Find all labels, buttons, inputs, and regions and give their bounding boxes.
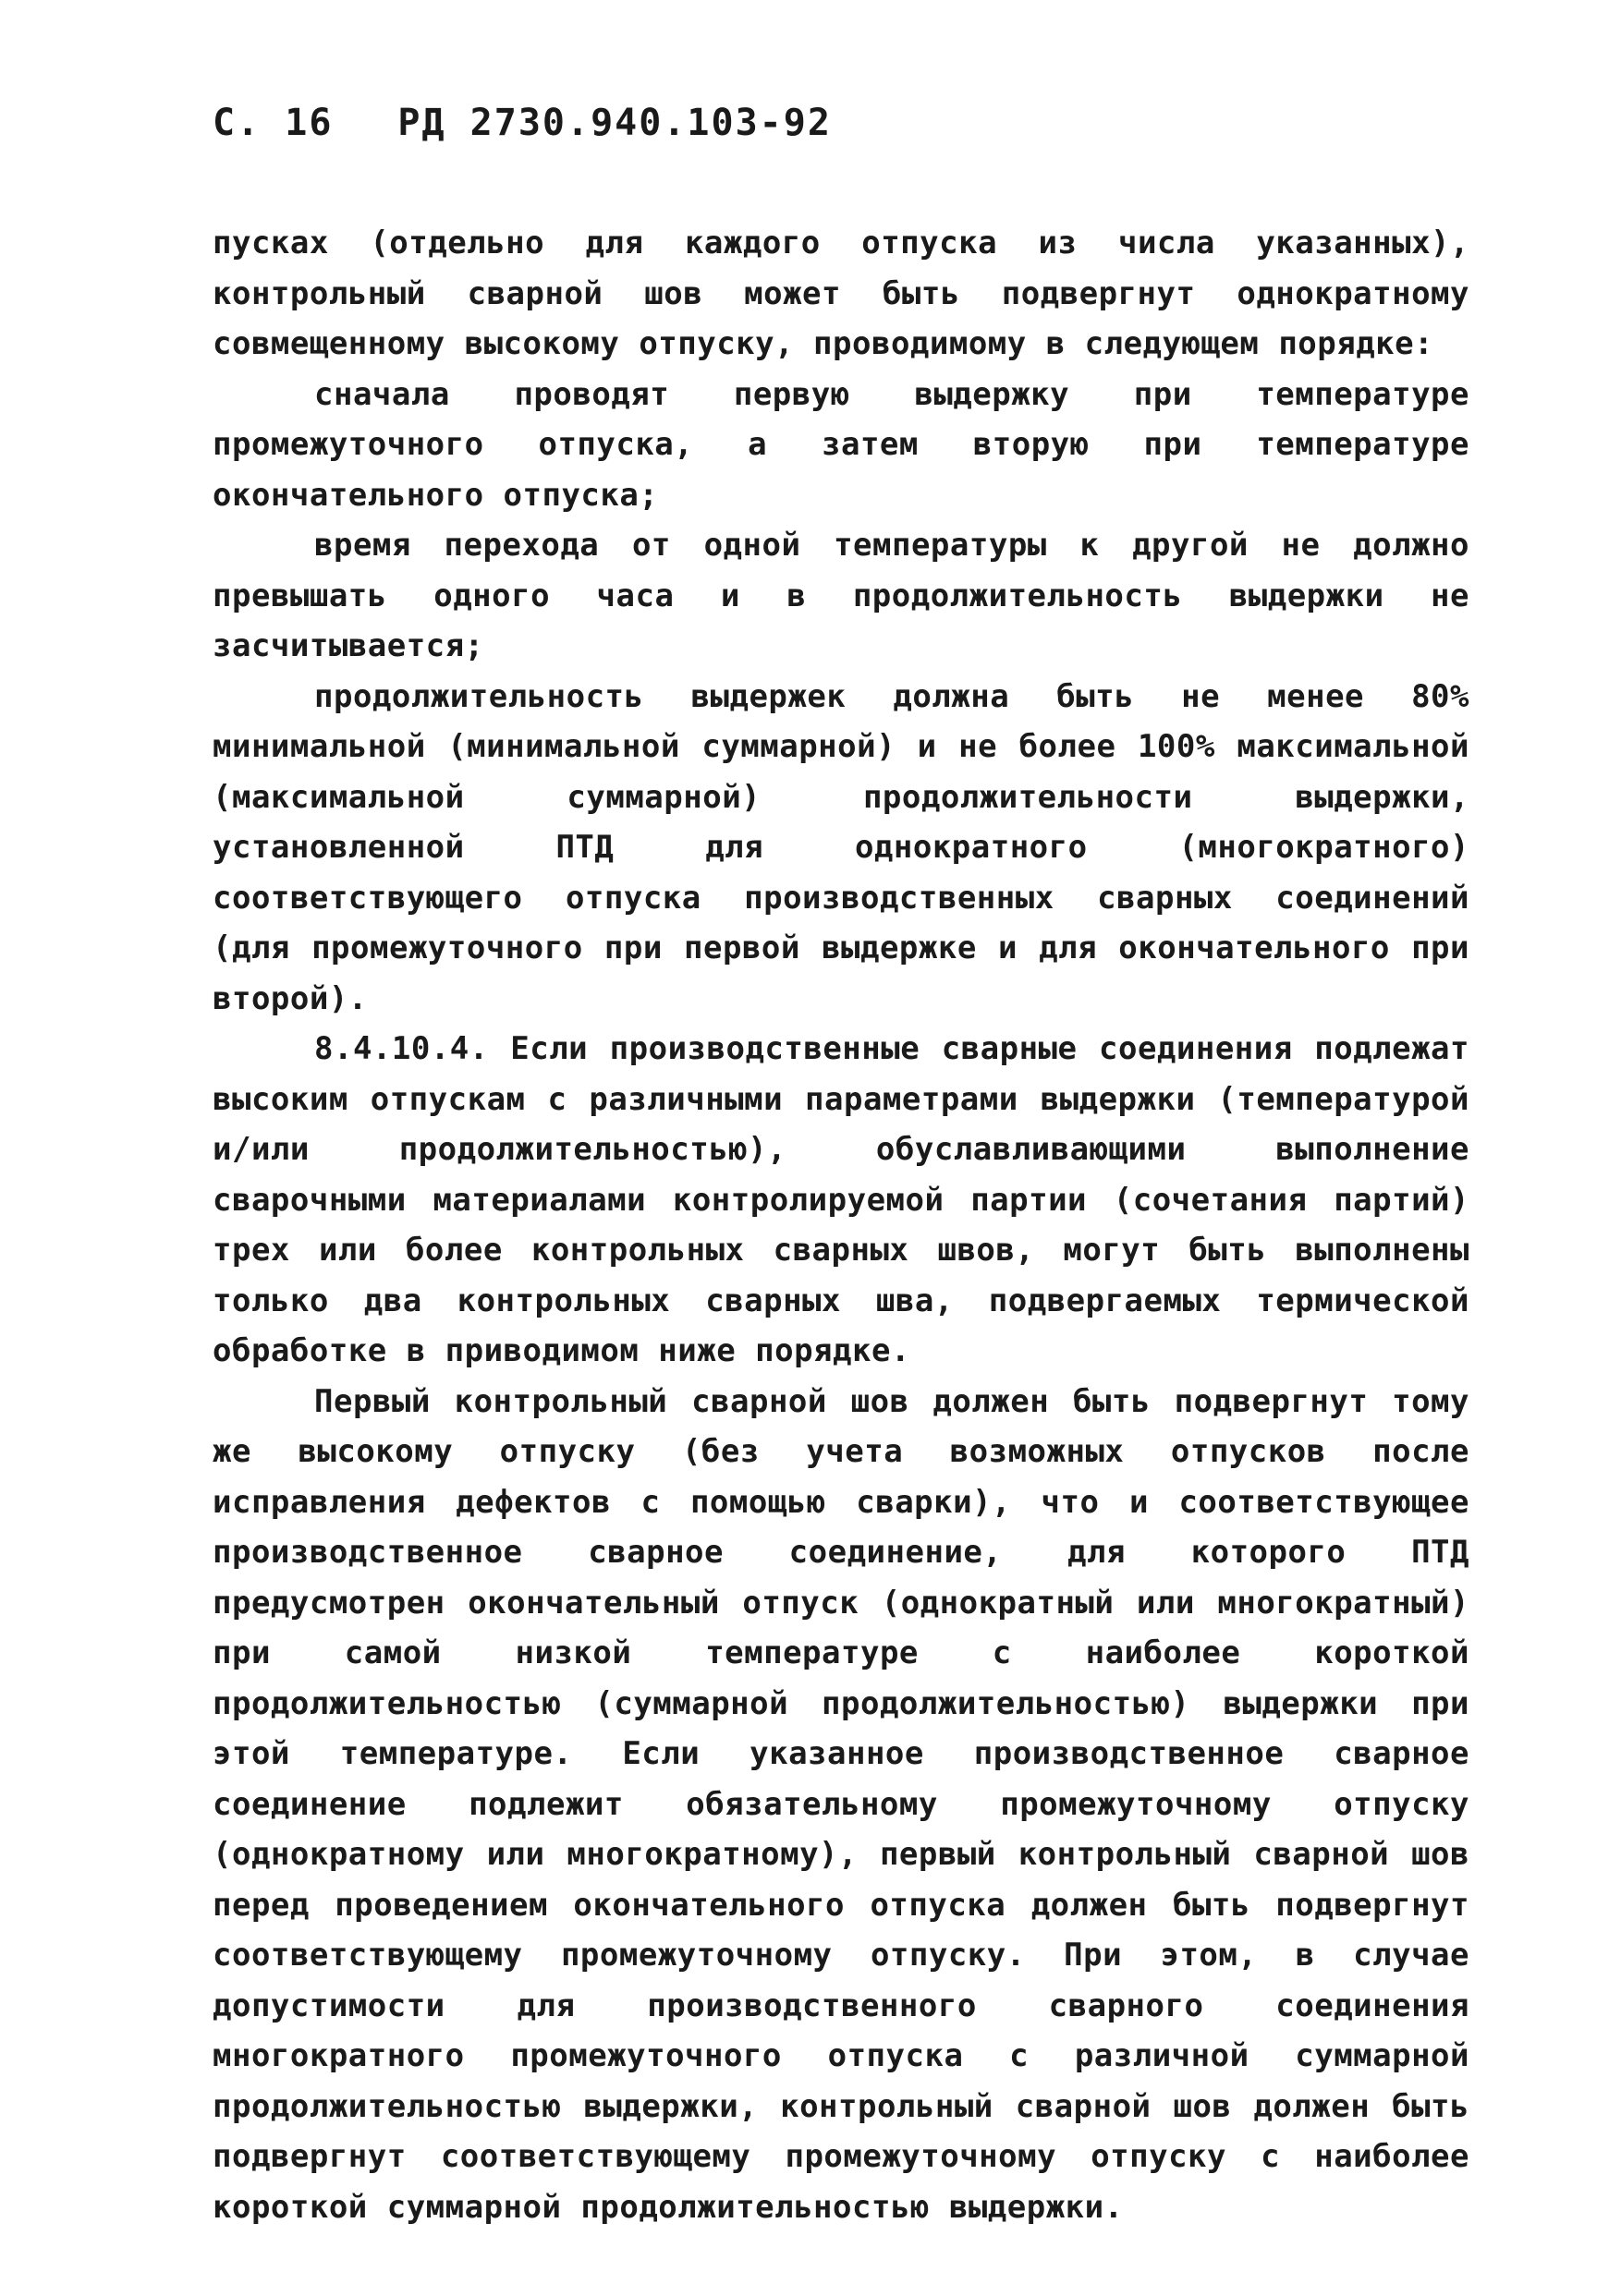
page-header xyxy=(213,102,1469,144)
document-page xyxy=(213,102,1469,2232)
paragraph-first-hold: сначала проводят первую выдержку при температуре промежуточного отпуска, а затем вторую при температуре окончательного отпуска; xyxy=(213,375,1469,514)
paragraph-first-control-weld: Первый контрольный сварной шов должен быть подвергнут тому же высокому отпуску (без учета возможных отпусков после исправления дефектов с помощью сварки), что и соответствующее производственное сварное соединение, для которого ПТД предусмотрен окончательный отпуск (однократный или многократный) при самой низкой температуре с наиболее короткой продолжительностью (суммарной продолжительностью) выдержки при этой температуре. Если указанное производственное сварное соединение подлежит обязательному промежуточному отпуску (однократному или многократному), первый контрольный сварной шов перед проведением окончательного отпуска должен быть подвергнут соответствующему промежуточному отпуску. При этом, в случае допустимости для производственного сварного соединения многократного промежуточного отпуска с различной суммарной продолжительностью выдержки, контрольный сварной шов должен быть подвергнут соответствующему промежуточному отпуску с наиболее короткой суммарной продолжительностью выдержки. xyxy=(213,1382,1469,2226)
paragraph-hold-duration: продолжительность выдержек должна быть не менее 80% минимальной (минимальной суммарной) и не более 100% максимальной (максимальной суммарной) продолжительности выдержки, установленной ПТД для однократного (многократного) соответствующего отпуска производственных сварных соединений (для промежуточного при первой выдержке и для окончательного при второй). xyxy=(213,677,1469,1017)
page-number: С. 16 xyxy=(213,102,334,144)
paragraph-clause-8-4-10-4: 8.4.10.4. Если производственные сварные соединения подлежат высоким отпускам с различными параметрами выдержки (температурой и/или продолжительностью), обуславливающими выполнение сварочными материалами контролируемой партии (сочетания партий) трех или более контрольных сварных швов, могут быть выполнены только два контрольных сварных шва, подвергаемых термической обработке в приводимом ниже порядке. xyxy=(213,1030,1469,1369)
paragraph-transition-time: время перехода от одной температуры к другой не должно превышать одного часа и в продолжительность выдержки не засчитывается; xyxy=(213,527,1469,664)
paragraph-continuation: пусках (отдельно для каждого отпуска из числа указанных), контрольный сварной шов может быть подвергнут однократному совмещенному высокому отпуску, проводимому в следующем порядке: xyxy=(213,225,1469,362)
body-text xyxy=(213,218,1469,2232)
document-code: РД 2730.940.103-92 xyxy=(397,102,832,144)
